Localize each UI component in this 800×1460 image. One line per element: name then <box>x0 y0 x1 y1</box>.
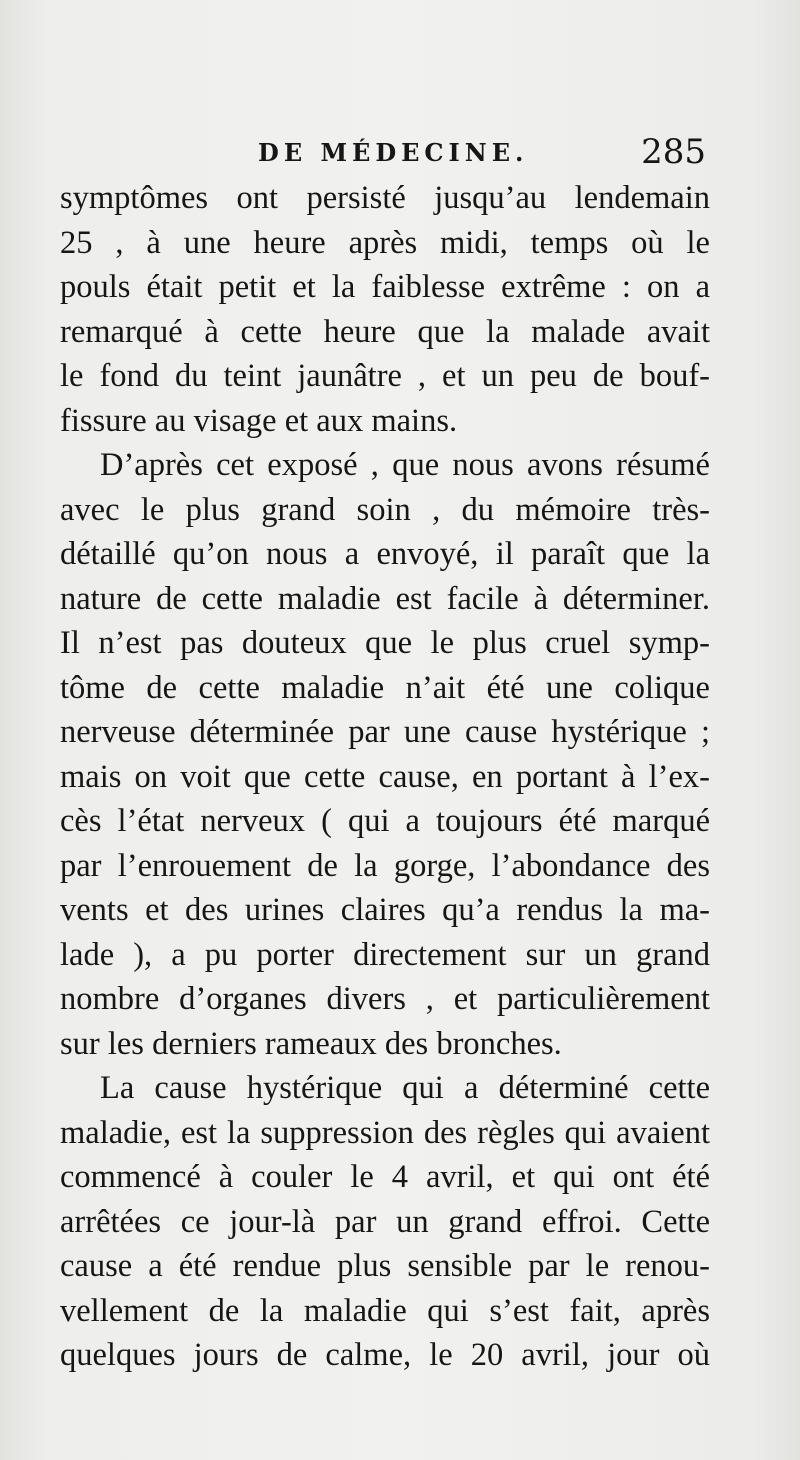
text-line: mais on voit que cette cause, en portant à l’ex- <box>60 758 710 795</box>
text-line: remarqué à cette heure que la malade avait <box>60 313 710 350</box>
text-line: commencé à couler le 4 avril, et qui ont été <box>60 1159 710 1195</box>
text-line: détaillé qu’on nous a envoyé, il paraît que la <box>60 536 710 572</box>
text-line: vents et des urines claires qu’a rendus la ma- <box>60 892 710 928</box>
text-line: lade ), a pu porter directement sur un grand <box>60 936 710 973</box>
text-line: cès l’état nerveux ( qui a toujours été marqué <box>60 803 710 839</box>
text-line: nerveuse déterminée par une cause hystérique ; <box>60 714 710 750</box>
text-line: nature de cette maladie est facile à déterminer. <box>60 580 710 617</box>
text-line: quelques jours de calme, le 20 avril, jour où <box>60 1337 710 1373</box>
running-title: DE MÉDECINE. <box>258 138 529 167</box>
text-line: nombre d’organes divers , et particulièrement <box>60 981 710 1017</box>
body-text <box>60 176 710 1378</box>
page-number: 285 <box>641 132 706 172</box>
text-line: avec le plus grand soin , du mémoire très- <box>60 491 710 528</box>
text-line: vellement de la maladie qui s’est fait, après <box>60 1292 710 1329</box>
text-line: fissure au visage et aux mains. <box>60 402 458 439</box>
text-line: 25 , à une heure après midi, temps où le <box>60 224 710 261</box>
text-line: symptômes ont persisté jusqu’au lendemain <box>60 180 710 216</box>
text-line: maladie, est la suppression des règles qui avaient <box>60 1114 710 1151</box>
text-line: arrêtées ce jour-là par un grand effroi. Cette <box>60 1203 710 1240</box>
text-line: Il n’est pas douteux que le plus cruel symp- <box>60 625 710 661</box>
text-line: tôme de cette maladie n’ait été une colique <box>60 669 710 706</box>
text-line: pouls était petit et la faiblesse extrême : on a <box>60 269 710 305</box>
text-line: le fond du teint jaunâtre , et un peu de bouf- <box>60 358 710 394</box>
paragraph-start-line: La cause hystérique qui a déterminé cette <box>100 1070 710 1106</box>
text-line: par l’enrouement de la gorge, l’abondance des <box>60 847 710 884</box>
page-header <box>60 132 712 172</box>
text-line: sur les derniers rameaux des bronches. <box>60 1025 562 1062</box>
text-line: cause a été rendue plus sensible par le renou- <box>60 1248 710 1284</box>
paragraph-start-line: D’après cet exposé , que nous avons résumé <box>100 447 710 483</box>
